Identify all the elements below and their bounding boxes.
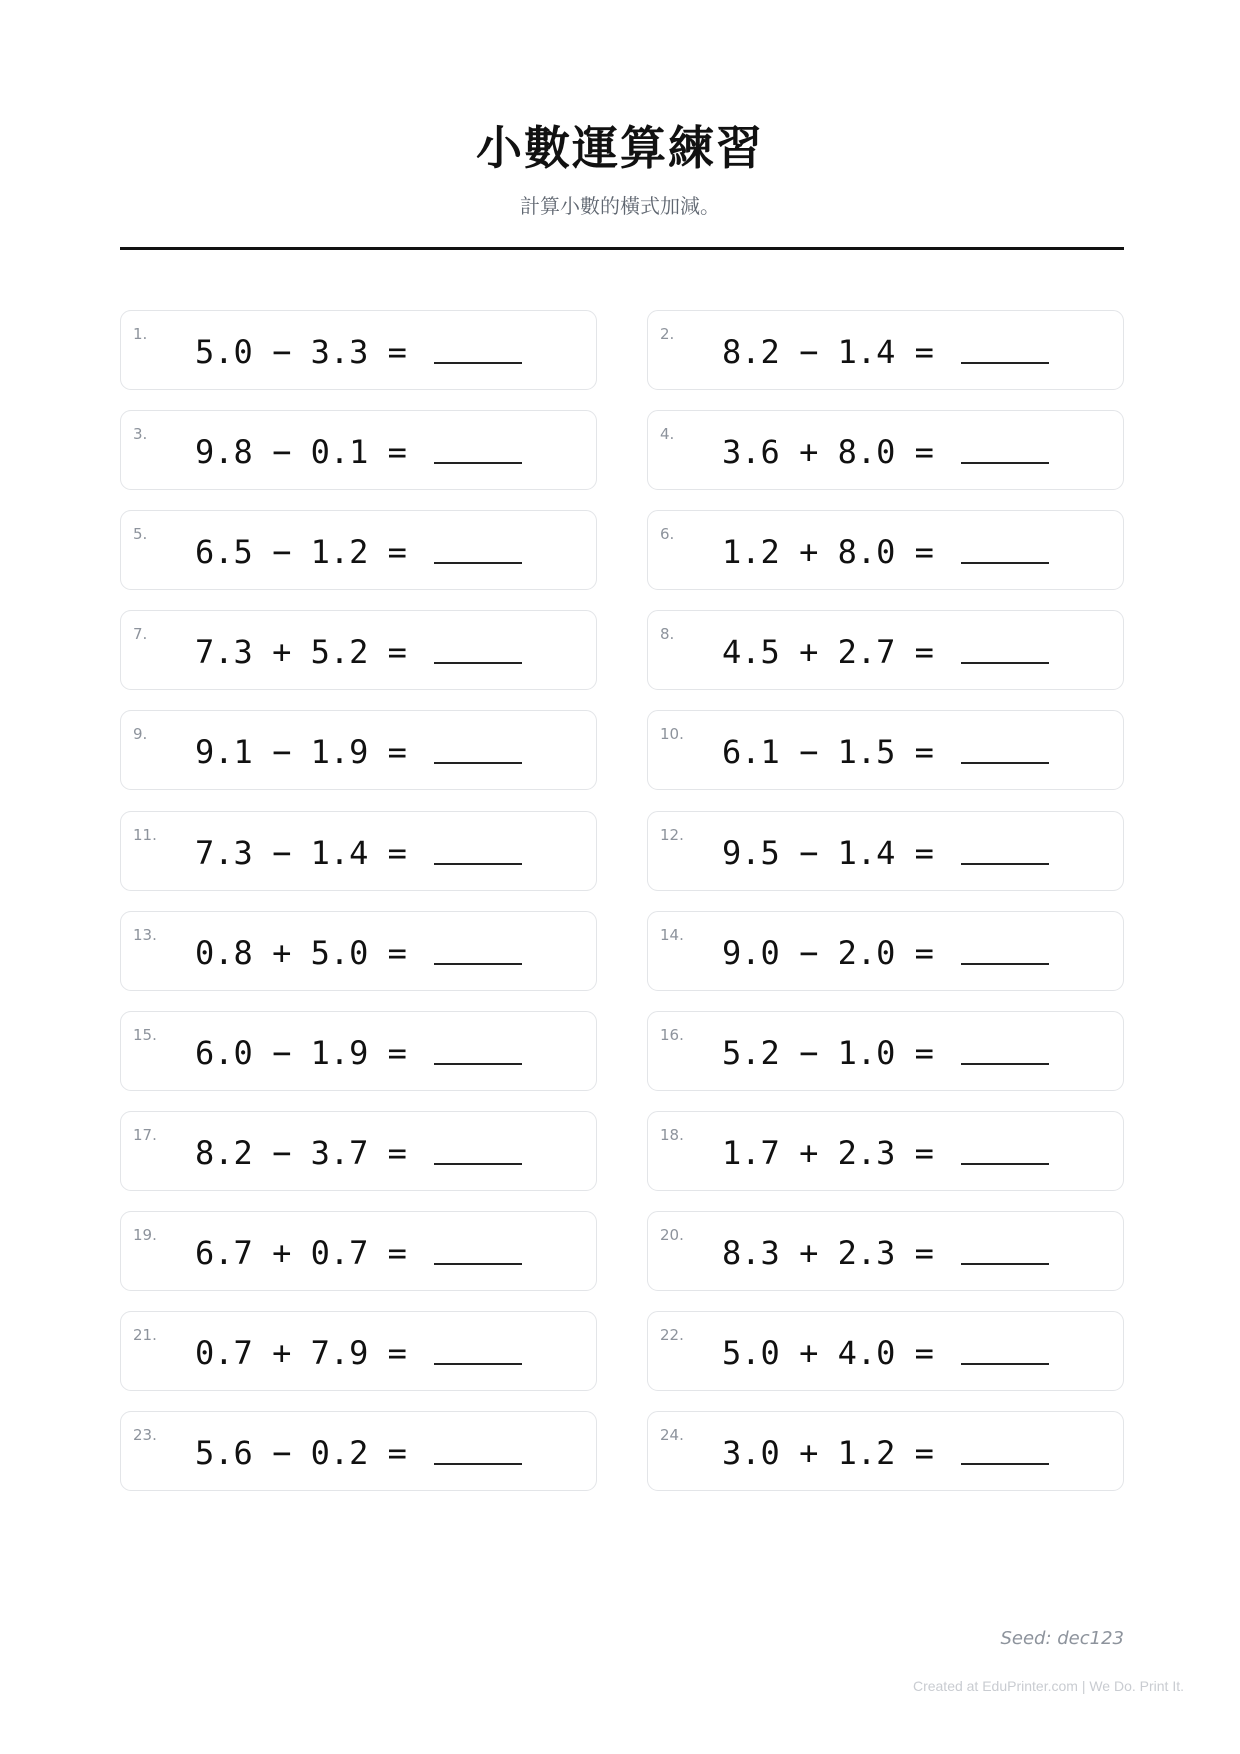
answer-blank[interactable]: [434, 1263, 522, 1265]
problem-number: 13.: [133, 926, 157, 944]
problem-expression: 5.6 − 0.2 =: [195, 1434, 407, 1472]
answer-blank[interactable]: [961, 462, 1049, 464]
problem-expression: 9.5 − 1.4 =: [722, 834, 934, 872]
problem-number: 23.: [133, 1426, 157, 1444]
problem-expression: 7.3 + 5.2 =: [195, 633, 407, 671]
problem-number: 3.: [133, 425, 148, 443]
problem-number: 22.: [660, 1326, 684, 1344]
problem-number: 9.: [133, 725, 148, 743]
answer-blank[interactable]: [434, 762, 522, 764]
problem-number: 5.: [133, 525, 148, 543]
worksheet-title: 小數運算練習: [476, 121, 764, 175]
problem-card: [120, 710, 597, 790]
answer-blank[interactable]: [961, 863, 1049, 865]
problem-expression: 8.3 + 2.3 =: [722, 1234, 934, 1272]
problem-number: 2.: [660, 325, 675, 343]
problem-expression: 7.3 − 1.4 =: [195, 834, 407, 872]
problem-expression: 6.7 + 0.7 =: [195, 1234, 407, 1272]
problem-card: [120, 1011, 597, 1091]
problem-expression: 6.0 − 1.9 =: [195, 1034, 407, 1072]
problem-expression: 5.0 + 4.0 =: [722, 1334, 934, 1372]
problem-number: 16.: [660, 1026, 684, 1044]
problem-card: [120, 1211, 597, 1291]
problem-expression: 8.2 − 3.7 =: [195, 1134, 407, 1172]
problem-card: [647, 310, 1124, 390]
problem-number: 15.: [133, 1026, 157, 1044]
problem-card: [647, 710, 1124, 790]
problem-card: [120, 610, 597, 690]
problem-card: [647, 1311, 1124, 1391]
answer-blank[interactable]: [961, 1263, 1049, 1265]
problem-expression: 4.5 + 2.7 =: [722, 633, 934, 671]
answer-blank[interactable]: [434, 963, 522, 965]
problem-grid: [120, 310, 1124, 1626]
problem-expression: 6.5 − 1.2 =: [195, 533, 407, 571]
seed-label: Seed: dec123: [1000, 1628, 1124, 1649]
problem-expression: 1.2 + 8.0 =: [722, 533, 934, 571]
problem-card: [647, 410, 1124, 490]
problem-card: [120, 310, 597, 390]
problem-expression: 9.0 − 2.0 =: [722, 934, 934, 972]
problem-card: [647, 1211, 1124, 1291]
problem-number: 4.: [660, 425, 675, 443]
answer-blank[interactable]: [434, 1463, 522, 1465]
problem-expression: 5.2 − 1.0 =: [722, 1034, 934, 1072]
problem-expression: 0.7 + 7.9 =: [195, 1334, 407, 1372]
problem-card: [120, 1111, 597, 1191]
problem-expression: 5.0 − 3.3 =: [195, 333, 407, 371]
answer-blank[interactable]: [961, 362, 1049, 364]
answer-blank[interactable]: [961, 1063, 1049, 1065]
problem-card: [647, 911, 1124, 991]
problem-number: 20.: [660, 1226, 684, 1244]
answer-blank[interactable]: [434, 1063, 522, 1065]
header-divider: [120, 247, 1124, 250]
problem-card: [120, 510, 597, 590]
problem-expression: 1.7 + 2.3 =: [722, 1134, 934, 1172]
problem-expression: 8.2 − 1.4 =: [722, 333, 934, 371]
problem-card: [647, 1011, 1124, 1091]
problem-card: [120, 1411, 597, 1491]
answer-blank[interactable]: [961, 662, 1049, 664]
problem-expression: 9.1 − 1.9 =: [195, 733, 407, 771]
worksheet-subtitle: 計算小數的橫式加減。: [520, 194, 720, 218]
problem-card: [120, 1311, 597, 1391]
problem-number: 21.: [133, 1326, 157, 1344]
answer-blank[interactable]: [961, 1463, 1049, 1465]
problem-expression: 3.6 + 8.0 =: [722, 433, 934, 471]
problem-number: 12.: [660, 826, 684, 844]
answer-blank[interactable]: [961, 1363, 1049, 1365]
problem-expression: 9.8 − 0.1 =: [195, 433, 407, 471]
problem-number: 7.: [133, 625, 148, 643]
problem-number: 1.: [133, 325, 148, 343]
problem-number: 19.: [133, 1226, 157, 1244]
answer-blank[interactable]: [434, 362, 522, 364]
problem-card: [647, 1411, 1124, 1491]
answer-blank[interactable]: [961, 1163, 1049, 1165]
problem-card: [120, 911, 597, 991]
answer-blank[interactable]: [961, 562, 1049, 564]
problem-card: [647, 811, 1124, 891]
answer-blank[interactable]: [434, 863, 522, 865]
problem-number: 14.: [660, 926, 684, 944]
problem-number: 11.: [133, 826, 157, 844]
problem-number: 18.: [660, 1126, 684, 1144]
problem-expression: 6.1 − 1.5 =: [722, 733, 934, 771]
answer-blank[interactable]: [434, 662, 522, 664]
problem-number: 6.: [660, 525, 675, 543]
answer-blank[interactable]: [961, 762, 1049, 764]
problem-card: [647, 510, 1124, 590]
problem-card: [120, 811, 597, 891]
credit-footer: Created at EduPrinter.com | We Do. Print It.: [912, 1678, 1184, 1694]
problem-card: [647, 1111, 1124, 1191]
answer-blank[interactable]: [961, 963, 1049, 965]
answer-blank[interactable]: [434, 1163, 522, 1165]
problem-number: 17.: [133, 1126, 157, 1144]
answer-blank[interactable]: [434, 1363, 522, 1365]
answer-blank[interactable]: [434, 562, 522, 564]
problem-number: 24.: [660, 1426, 684, 1444]
problem-expression: 3.0 + 1.2 =: [722, 1434, 934, 1472]
problem-number: 8.: [660, 625, 675, 643]
problem-card: [647, 610, 1124, 690]
problem-expression: 0.8 + 5.0 =: [195, 934, 407, 972]
problem-card: [120, 410, 597, 490]
answer-blank[interactable]: [434, 462, 522, 464]
problem-number: 10.: [660, 725, 684, 743]
